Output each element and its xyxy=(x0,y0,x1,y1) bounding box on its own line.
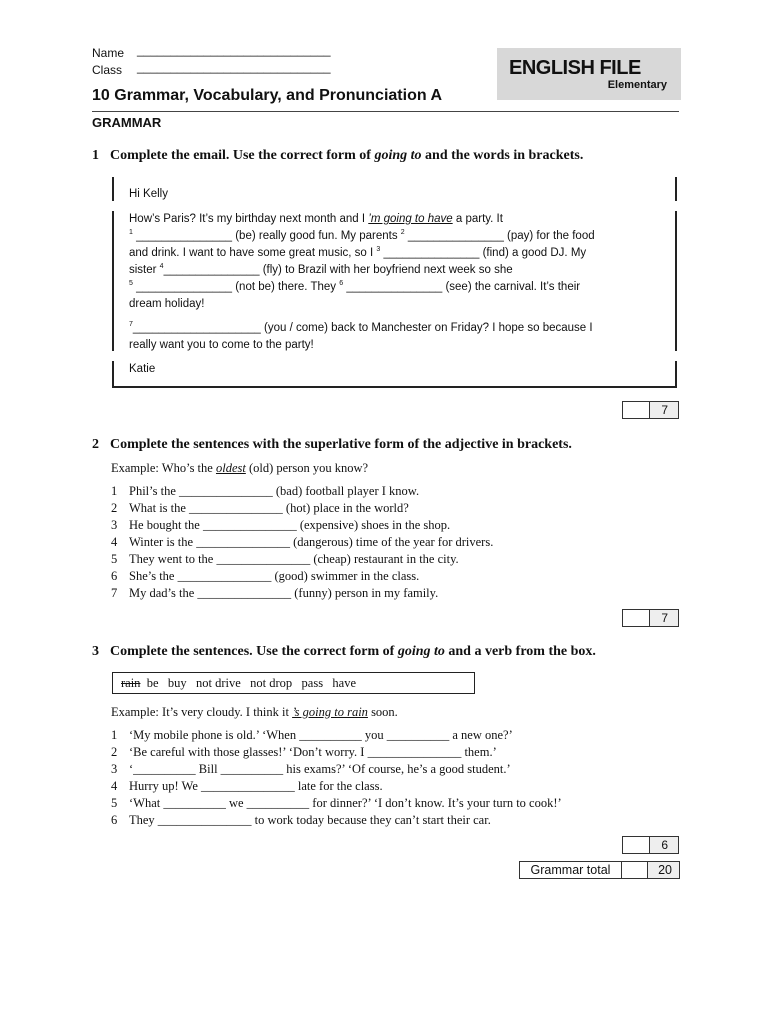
list-item[interactable] xyxy=(111,500,493,517)
item-text: My dad’s the _______________ (funny) person in my family. xyxy=(129,586,439,600)
name-label: Name xyxy=(92,46,125,60)
item-number: 6 xyxy=(111,569,118,583)
total-input[interactable] xyxy=(621,861,648,879)
list-item[interactable] xyxy=(111,568,493,585)
verb-box xyxy=(112,672,475,694)
struck-verb: rain xyxy=(121,676,141,690)
list-item[interactable] xyxy=(111,517,493,534)
email-greeting: Hi Kelly xyxy=(129,188,168,200)
logo-title: ENGLISH FILE xyxy=(509,57,641,79)
score-input[interactable] xyxy=(622,609,650,627)
email-line: dream holiday! xyxy=(129,298,205,310)
section-heading: GRAMMAR xyxy=(92,115,162,130)
exercise-3-list xyxy=(111,727,562,829)
list-item[interactable] xyxy=(111,727,562,744)
list-item[interactable] xyxy=(111,483,493,500)
item-number: 4 xyxy=(111,779,118,793)
item-number: 5 xyxy=(111,796,118,810)
exercise-number: 1 xyxy=(92,148,99,163)
list-item[interactable] xyxy=(111,744,562,761)
exercise-3-example: Example: It’s very cloudy. I think it ’s going to rain soon. xyxy=(111,705,398,719)
exercise-3-heading: 3 Complete the sentences. Use the correct form of going to and a verb from the box. xyxy=(92,644,596,659)
email-line[interactable]: sister $^4$_______________ (fly) to Brazil with her boyfriend next week so she xyxy=(129,263,513,276)
item-text: They went to the _______________ (cheap) restaurant in the city. xyxy=(129,552,459,566)
email-line[interactable]: $^7$____________________ (you / come) back to Manchester on Friday? I hope so because I xyxy=(129,321,593,334)
email-box xyxy=(112,177,677,388)
list-item[interactable] xyxy=(111,551,493,568)
list-item[interactable] xyxy=(111,585,493,602)
exercise-1-heading: 1 Complete the email. Use the correct form of going to and the words in brackets. xyxy=(92,148,584,163)
item-number: 3 xyxy=(111,762,118,776)
item-text: ‘__________ Bill __________ his exams?’ ‘Of course, he’s a good student.’ xyxy=(129,762,511,776)
item-number: 3 xyxy=(111,518,118,532)
item-text: She’s the _______________ (good) swimmer in the class. xyxy=(129,569,420,583)
email-line: really want you to come to the party! xyxy=(129,339,314,351)
name-field[interactable] xyxy=(92,43,331,60)
item-number: 4 xyxy=(111,535,118,549)
score-input[interactable] xyxy=(622,836,650,854)
item-text: Phil’s the _______________ (bad) football player I know. xyxy=(129,484,420,498)
list-item[interactable] xyxy=(111,534,493,551)
list-item[interactable] xyxy=(111,761,562,778)
list-item[interactable] xyxy=(111,795,562,812)
item-text: ‘What __________ we __________ for dinner?’ ‘I don’t know. It’s your turn to cook!’ xyxy=(129,796,562,810)
logo-level: Elementary xyxy=(607,79,667,91)
score-input[interactable] xyxy=(622,401,650,419)
total-label: Grammar total xyxy=(519,861,622,879)
item-text: He bought the _______________ (expensive) shoes in the shop. xyxy=(129,518,451,532)
item-number: 2 xyxy=(111,745,118,759)
exercise-2-example: Example: Who’s the oldest (old) person you know? xyxy=(111,461,369,475)
item-number: 7 xyxy=(111,586,118,600)
email-line: How’s Paris? It’s my birthday next month and I ’m going to have a party. It xyxy=(129,213,503,225)
item-number: 5 xyxy=(111,552,118,566)
exercise-2-list xyxy=(111,483,493,602)
class-line[interactable]: _____________________________ xyxy=(137,60,331,74)
score-max: 7 xyxy=(649,609,679,627)
item-text: ‘My mobile phone is old.’ ‘When __________ you __________ a new one?’ xyxy=(129,728,513,742)
class-field[interactable] xyxy=(92,60,331,77)
unit-title: 10 Grammar, Vocabulary, and Pronunciation A xyxy=(92,87,443,104)
item-text: Hurry up! We _______________ late for the class. xyxy=(129,779,383,793)
total-max: 20 xyxy=(647,861,680,879)
english-file-logo xyxy=(497,48,681,100)
score-max: 7 xyxy=(649,401,679,419)
grammar-total xyxy=(519,861,680,879)
title-rule xyxy=(92,111,679,112)
verb-list: be buy not drive not drop pass have xyxy=(140,676,357,690)
item-number: 1 xyxy=(111,484,118,498)
email-signature: Katie xyxy=(129,363,156,375)
item-text: What is the _______________ (hot) place in the world? xyxy=(129,501,409,515)
list-item[interactable] xyxy=(111,812,562,829)
email-line[interactable]: $^1$ _______________ (be) really good fun. My parents $^2$ _______________ (pay) for the food xyxy=(129,229,595,242)
score-max: 6 xyxy=(649,836,679,854)
item-number: 2 xyxy=(111,501,118,515)
item-number: 1 xyxy=(111,728,118,742)
name-line[interactable]: _____________________________ xyxy=(137,43,331,57)
item-number: 6 xyxy=(111,813,118,827)
class-label: Class xyxy=(92,63,123,77)
item-text: ‘Be careful with those glasses!’ ‘Don’t worry. I _______________ them.’ xyxy=(129,745,497,759)
item-text: They _______________ to work today because they can’t start their car. xyxy=(129,813,491,827)
list-item[interactable] xyxy=(111,778,562,795)
email-line[interactable]: and drink. I want to have some great music, so I $^3$ _______________ (find) a good DJ. My xyxy=(129,246,587,259)
item-text: Winter is the _______________ (dangerous) time of the year for drivers. xyxy=(129,535,494,549)
email-line[interactable]: $^5$ _______________ (not be) there. They $^6$ _______________ (see) the carnival. It’s their xyxy=(129,280,581,293)
exercise-2-heading: 2 Complete the sentences with the superlative form of the adjective in brackets. xyxy=(92,437,572,452)
